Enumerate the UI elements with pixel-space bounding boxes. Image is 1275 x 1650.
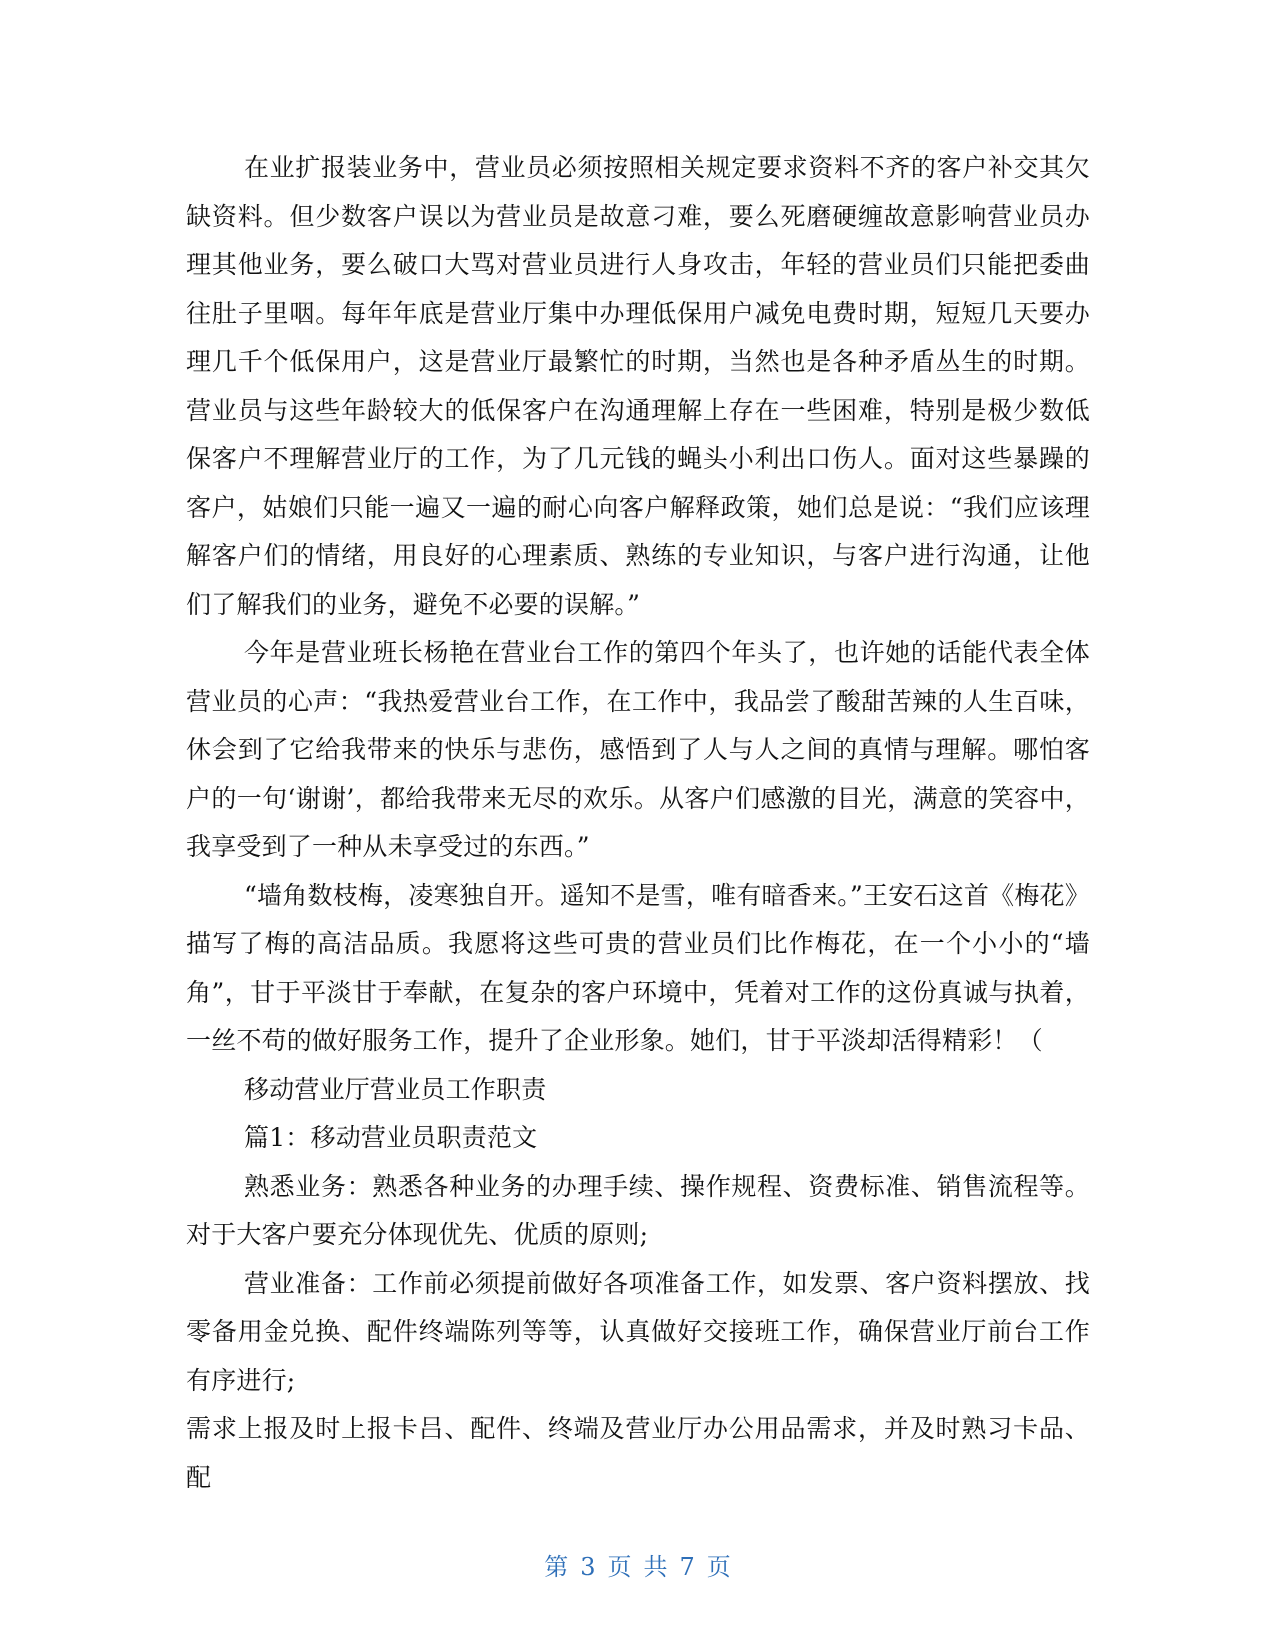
paragraph-demand-report: 需求上报及时上报卡吕、配件、终端及营业厅办公用品需求，并及时熟习卡品、配 (186, 1414, 1090, 1492)
page-label-prefix: 第 (544, 1553, 569, 1581)
current-page-number: 3 (580, 1553, 596, 1581)
section-heading: 移动营业厅营业员工作职责 (244, 1074, 547, 1104)
page-label-mid: 页 (607, 1553, 632, 1581)
page-number-footer (0, 1547, 1275, 1582)
page-label-total-prefix: 共 (643, 1553, 668, 1581)
paragraph-plum-poem: “墙角数枝梅，凌寒独自开。遥知不是雪，唯有暗香来。”王安石这首《梅花》描写了梅的高洁品质。我愿将这些可贵的营业员们比作梅花，在一个小小的“墙角”，甘于平淡甘于奉献，在复杂的客户环境中，凭着对工作的这份真诚与执着，一丝不苟的做好服务工作，提升了企业形象。她们，甘于平淡却活得精彩！（ (186, 880, 1090, 1055)
paragraph-business-preparation: 营业准备：工作前必须提前做好各项准备工作，如发票、客户资料摆放、找零备用金兑换、配件终端陈列等等，认真做好交接班工作，确保营业厅前台工作有序进行; (186, 1268, 1090, 1395)
document-body (186, 144, 1090, 1502)
page-label-suffix: 页 (706, 1553, 731, 1581)
total-pages-number: 7 (679, 1553, 695, 1581)
subsection-heading: 篇1：移动营业员职责范文 (244, 1123, 538, 1152)
paragraph-team-leader-quote: 今年是营业班长杨艳在营业台工作的第四个年头了，也许她的话能代表全体营业员的心声：“我热爱营业台工作，在工作中，我品尝了酸甜苦辣的人生百味，休会到了它给我带来的快乐与悲伤，感悟到了人与人之间的真情与理解。哪怕客户的一句‘谢谢’，都给我带来无尽的欢乐。从客户们感激的目光，满意的笑容中，我享受到了一种从未享受过的东西。” (186, 638, 1090, 861)
paragraph-familiar-business: 熟悉业务：熟悉各种业务的办理手续、操作规程、资费标准、销售流程等。对于大客户要充分体现优先、优质的原则; (186, 1171, 1090, 1249)
paragraph-complaint-handling: 在业扩报装业务中，营业员必须按照相关规定要求资料不齐的客户补交其欠缺资料。但少数客户误以为营业员是故意刁难，要么死磨硬缠故意影响营业员办理其他业务，要么破口大骂对营业员进行人身攻击，年轻的营业员们只能把委曲往肚子里咽。每年年底是营业厅集中办理低保用户减免电费时期，短短几天要办理几千个低保用户，这是营业厅最繁忙的时期，当然也是各种矛盾丛生的时期。营业员与这些年龄较大的低保客户在沟通理解上存在一些困难，特别是极少数低保客户不理解营业厅的工作，为了几元钱的蝇头小利出口伤人。面对这些暴躁的客户，姑娘们只能一遍又一遍的耐心向客户解释政策，她们总是说：“我们应该理解客户们的情绪，用良好的心理素质、熟练的专业知识，与客户进行沟通，让他们了解我们的业务，避免不必要的误解。” (186, 153, 1090, 619)
